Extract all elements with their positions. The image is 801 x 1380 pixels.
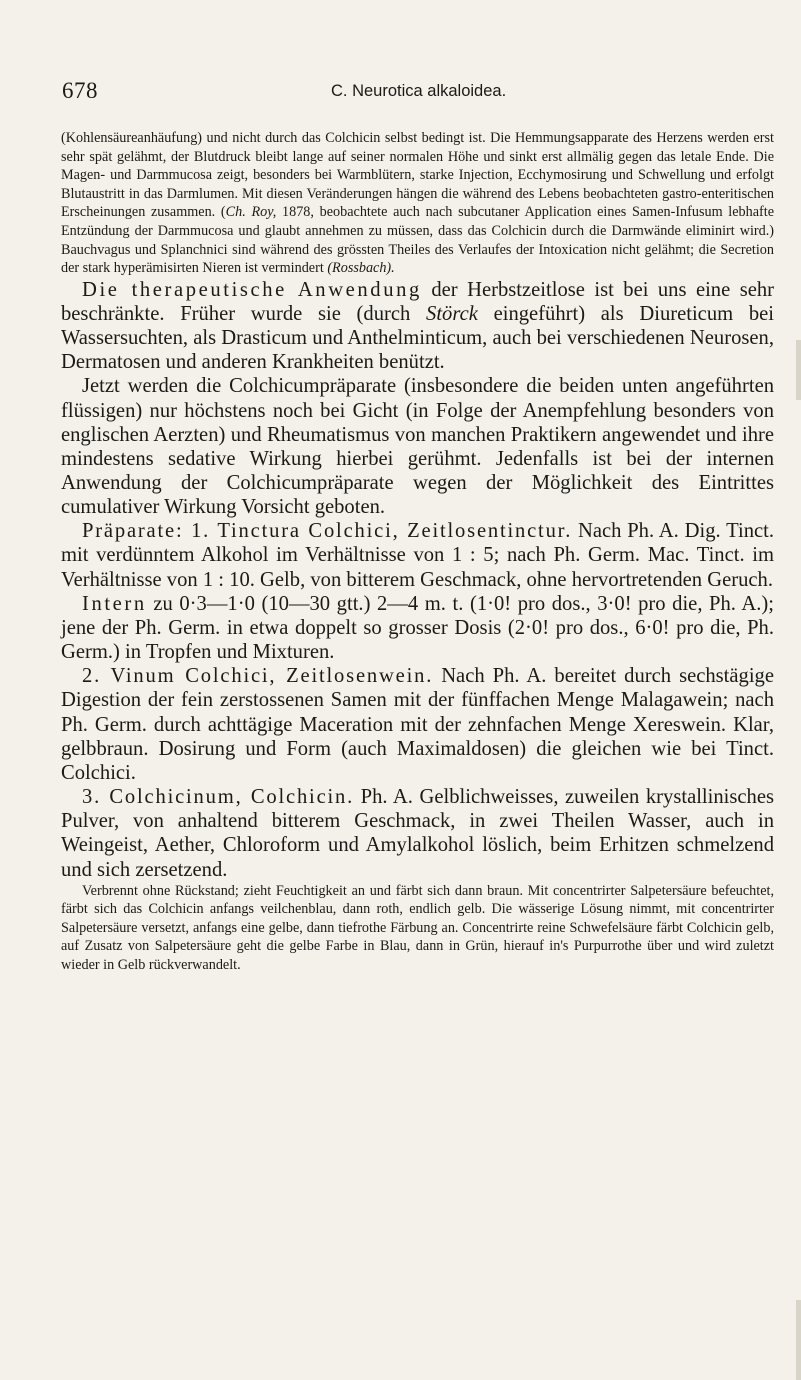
citation: Störck	[426, 302, 478, 325]
paragraph-therapeutic-use	[61, 278, 774, 375]
paragraph-text: zu 0·3—1·0 (10—30 gtt.) 2—4 m. t. (1·0! pro dos., 3·0! pro die, Ph. A.); jene der Ph. Germ. in etwa doppelt so grosser Dosis (2·0! pro dos., 6·0! pro die, Ph. Germ.) in Tropfen und Mixturen.	[61, 592, 774, 664]
paragraph-text: Ph. A. Gelblichweisses, zuweilen krystallinisches Pulver, von anhaltend bitterem Geschmack, in zwei Theilen Wasser, auch in Weingeist, Aether, Chloroform und Amylalkohol löslich, beim Erhitzen schmelzend und sich zersetzend.	[61, 786, 774, 881]
citation: Ch. Roy,	[225, 204, 277, 221]
paragraph-text: eingeführt) als Diureticum bei Wassersuchten, als Drasticum und Anthelminticum, auch bei verschiedenen Neurosen, Dermatosen und anderen Krankheiten benützt.	[61, 302, 774, 374]
spaced-heading: Die therapeutische Anwendung	[82, 278, 422, 301]
paragraph-current-use	[61, 374, 774, 519]
running-title: C. Neurotica alkaloidea.	[331, 82, 507, 100]
paragraph-text: 1878, beobachtete auch nach subcutaner Application eines Samen-Infusum lebhafte Entzündung der Darmmucosa und glaubt annehmen zu müssen, dass das Colchicin durch die Darmwände eliminirt wird.) Bauchvagus und Splanchnici sind während des grössten Theiles des Verlaufes der Intoxication nicht gelähmt; die Secretion der stark hyperämisirten Nieren ist vermindert	[61, 204, 774, 277]
paragraph-text: (Kohlensäureanhäufung) und nicht durch das Colchicin selbst bedingt ist. Die Hemmungsapparate des Herzens werden erst sehr spät gelähmt, der Blutdruck bleibt lange auf seiner normalen Höhe und sinkt erst allmälig gegen das letale Ende. Die Magen- und Darmmucosa zeigt, besonders bei Warmblütern, starke Injection, Ecchymosirung und Schwellung und erfolgt Blutaustritt in das Darmlumen. Mit diesen Veränderungen hängen die während des Lebens beobachteten gastro-enteritischen Erscheinungen zusammen. (	[61, 130, 774, 221]
paragraph-text: der Herbstzeitlose ist bei uns eine sehr beschränkte. Früher wurde sie (durch	[61, 278, 775, 325]
page-edge-shadow	[796, 340, 801, 400]
paragraph-small-print-reactions	[61, 882, 774, 975]
spaced-heading: Intern	[82, 592, 147, 615]
paragraph-dosage	[61, 592, 774, 664]
paragraph-text: Verbrennt ohne Rückstand; zieht Feuchtigkeit an und färbt sich dann braun. Mit concentrirter Salpetersäure befeuchtet, färbt sich das Colchicin anfangs veilchenblau, dann roth, endlich gelb. Die wässerige Lösung nimmt, mit concentrirter Salpetersäure versetzt, anfangs eine gelbe, dann tiefrothe Färbung an. Concentrirte reine Schwefelsäure färbt Colchicin gelb, auf Zusatz von Salpetersäure geht die gelbe Farbe in Blau, dann in Grün, hierauf in's Purpurrothe über und wird zuletzt wieder in Gelb rückverwandelt.	[61, 882, 774, 974]
paragraph-text: Nach Ph. A. bereitet durch sechstägige Digestion der fein zerstossenen Samen mit der fünffachen Menge Malagawein; nach Ph. Germ. durch achttägige Maceration mit der zehnfachen Menge Xereswein. Klar, gelbbraun. Dosirung und Form (auch Maximaldosen) die gleichen wie bei Tinct. Colchici.	[61, 665, 774, 784]
page-edge-shadow	[796, 1300, 801, 1380]
paragraph-preparations	[61, 519, 774, 591]
spaced-heading: 2. Vinum Colchici, Zeitlosenwein.	[82, 665, 434, 688]
spaced-heading: Präparate: 1. Tinctura Colchici, Zeitlosentinctur.	[82, 520, 573, 543]
citation: (Rossbach).	[327, 260, 395, 277]
paragraph-text: Nach Ph. A. Dig. Tinct. mit verdünntem Alkohol im Verhältnisse von 1 : 5; nach Ph. Germ. Mac. Tinct. im Verhältnisse von 1 : 10. Gelb, von bitterem Geschmack, ohne hervortretenden Geruch.	[61, 520, 774, 591]
page-header	[0, 78, 801, 108]
spaced-heading: 3. Colchicinum, Colchicin.	[82, 786, 355, 809]
page-body	[61, 129, 774, 975]
paragraph-small-print-toxicology	[61, 129, 774, 278]
page-number: 678	[62, 78, 98, 103]
paragraph-text: Jetzt werden die Colchicumpräparate (insbesondere die beiden unten angeführten flüssigen) nur höchstens noch bei Gicht (in Folge der Anempfehlung besonders von englischen Aerzten) und Rheumatismus von manchen Praktikern angewendet und ihre mindestens sedative Wirkung hierbei gerühmt. Jedenfalls ist bei der internen Anwendung der Colchicumpräparate wegen der Möglichkeit des Eintrittes cumulativer Wirkung Vorsicht geboten.	[61, 375, 774, 519]
paragraph-vinum-colchici	[61, 664, 774, 785]
paragraph-colchicinum	[61, 785, 774, 882]
